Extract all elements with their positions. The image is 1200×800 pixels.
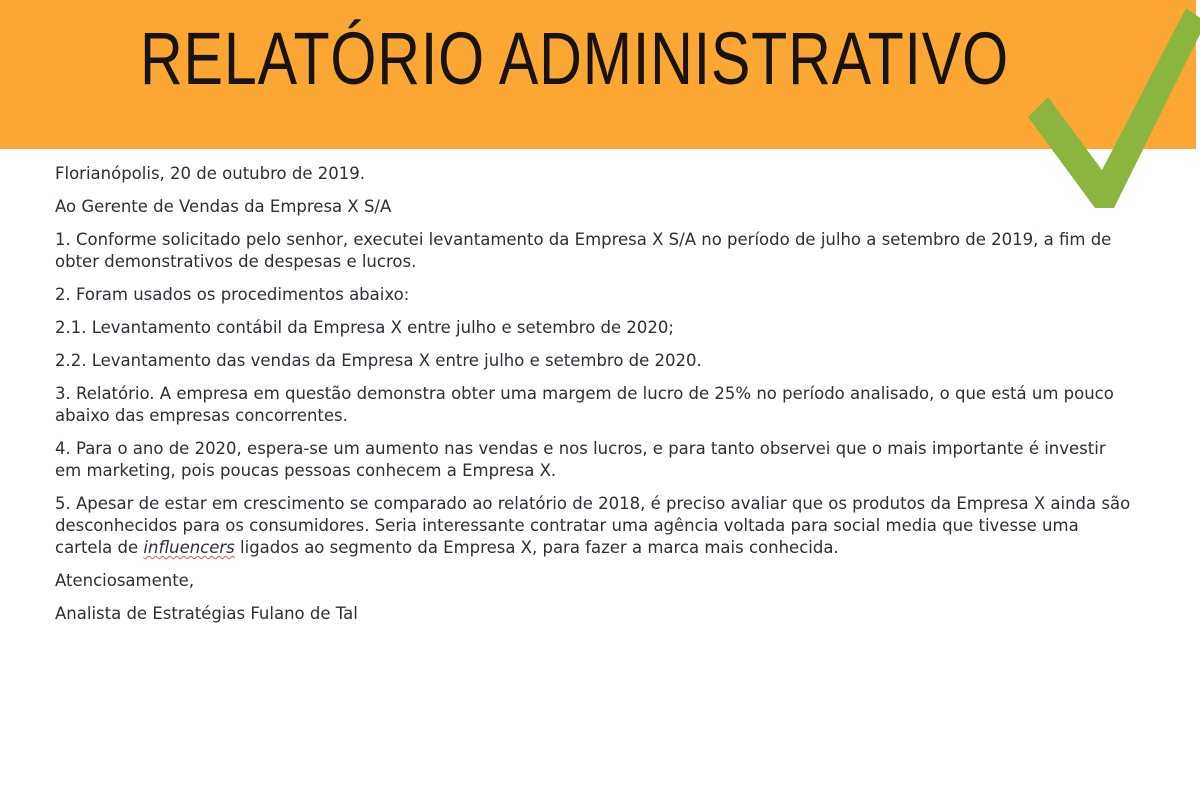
page-title: RELATÓRIO ADMINISTRATIVO [140, 17, 1009, 100]
paragraph-2-2: 2.2. Levantamento das vendas da Empresa X entre julho e setembro de 2020. [55, 351, 702, 370]
paragraph-5-text-after: ligados ao segmento da Empresa X, para fazer a marca mais conhecida. [234, 538, 839, 557]
place-and-date-line: Florianópolis, 20 de outubro de 2019. [55, 164, 365, 183]
paragraph-1: 1. Conforme solicitado pelo senhor, executei levantamento da Empresa X S/A no período de julho a setembro de 2019, a fim de obter demonstrativos de despesas e lucros. [55, 230, 1112, 271]
paragraph-5-text-before: 5. Apesar de estar em crescimento se comparado ao relatório de 2018, é preciso avaliar que os produtos da Empresa X ainda são desconhecidos para os consumidores. Seria interessante contratar uma agência voltada para social media que tivesse uma cartela de [55, 494, 1131, 557]
paragraph-4: 4. Para o ano de 2020, espera-se um aumento nas vendas e nos lucros, e para tanto observei que o mais importante é investir em marketing, pois poucas pessoas conhecem a Empresa X. [55, 439, 1106, 480]
paragraph-2: 2. Foram usados os procedimentos abaixo: [55, 285, 410, 304]
header-banner [0, 0, 1196, 149]
paragraph-5 [55, 493, 1135, 559]
misspelled-word-influencers[interactable]: influencers [143, 538, 235, 557]
paragraph-2-1: 2.1. Levantamento contábil da Empresa X entre julho e setembro de 2020; [55, 318, 674, 337]
document-body [55, 163, 1135, 636]
signature-line: Analista de Estratégias Fulano de Tal [55, 604, 358, 623]
closing-line: Atenciosamente, [55, 571, 195, 590]
paragraph-3: 3. Relatório. A empresa em questão demonstra obter uma margem de lucro de 25% no período analisado, o que está um pouco abaixo das empresas concorrentes. [55, 384, 1114, 425]
addressee-line: Ao Gerente de Vendas da Empresa X S/A [55, 197, 392, 216]
